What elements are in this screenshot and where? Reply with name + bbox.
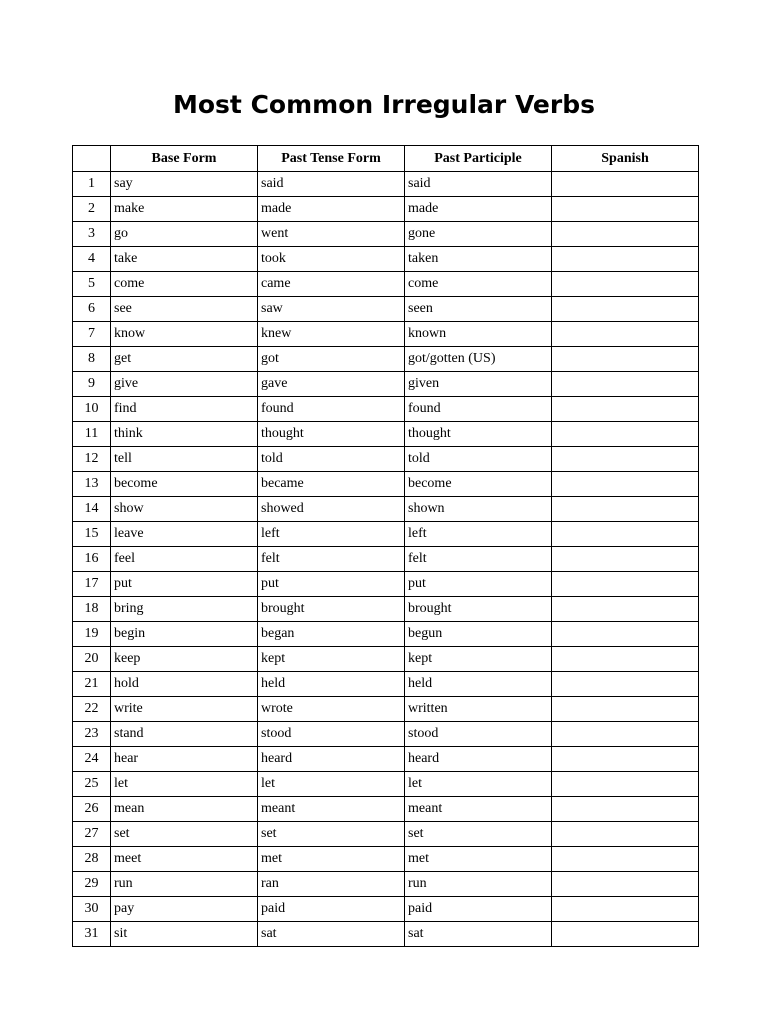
- base-form-cell: bring: [111, 597, 258, 622]
- past-tense-cell: began: [258, 622, 405, 647]
- past-tense-cell: thought: [258, 422, 405, 447]
- past-participle-cell: meant: [405, 797, 552, 822]
- past-participle-cell: met: [405, 847, 552, 872]
- past-tense-cell: took: [258, 247, 405, 272]
- base-form-cell: give: [111, 372, 258, 397]
- spanish-cell[interactable]: [552, 672, 699, 697]
- table-row: [73, 472, 699, 497]
- table-body: [73, 172, 699, 947]
- row-number: 7: [73, 322, 111, 347]
- past-participle-cell: shown: [405, 497, 552, 522]
- row-number: 22: [73, 697, 111, 722]
- row-number: 29: [73, 872, 111, 897]
- past-tense-cell: told: [258, 447, 405, 472]
- base-form-cell: set: [111, 822, 258, 847]
- header-past-participle: Past Participle: [405, 146, 552, 172]
- row-number: 30: [73, 897, 111, 922]
- base-form-cell: leave: [111, 522, 258, 547]
- past-participle-cell: known: [405, 322, 552, 347]
- base-form-cell: meet: [111, 847, 258, 872]
- table-row: [73, 447, 699, 472]
- row-number: 31: [73, 922, 111, 947]
- spanish-cell[interactable]: [552, 772, 699, 797]
- past-tense-cell: ran: [258, 872, 405, 897]
- base-form-cell: let: [111, 772, 258, 797]
- past-tense-cell: meant: [258, 797, 405, 822]
- spanish-cell[interactable]: [552, 897, 699, 922]
- row-number: 6: [73, 297, 111, 322]
- base-form-cell: find: [111, 397, 258, 422]
- past-tense-cell: sat: [258, 922, 405, 947]
- spanish-cell[interactable]: [552, 172, 699, 197]
- row-number: 21: [73, 672, 111, 697]
- past-participle-cell: brought: [405, 597, 552, 622]
- past-participle-cell: begun: [405, 622, 552, 647]
- base-form-cell: come: [111, 272, 258, 297]
- past-participle-cell: heard: [405, 747, 552, 772]
- row-number: 9: [73, 372, 111, 397]
- past-tense-cell: found: [258, 397, 405, 422]
- spanish-cell[interactable]: [552, 372, 699, 397]
- base-form-cell: pay: [111, 897, 258, 922]
- header-past-tense: Past Tense Form: [258, 146, 405, 172]
- table-row: [73, 572, 699, 597]
- past-tense-cell: left: [258, 522, 405, 547]
- row-number: 23: [73, 722, 111, 747]
- spanish-cell[interactable]: [552, 197, 699, 222]
- past-participle-cell: set: [405, 822, 552, 847]
- past-tense-cell: let: [258, 772, 405, 797]
- spanish-cell[interactable]: [552, 922, 699, 947]
- past-tense-cell: saw: [258, 297, 405, 322]
- table-row: [73, 222, 699, 247]
- row-number: 5: [73, 272, 111, 297]
- row-number: 8: [73, 347, 111, 372]
- base-form-cell: run: [111, 872, 258, 897]
- spanish-cell[interactable]: [552, 647, 699, 672]
- spanish-cell[interactable]: [552, 347, 699, 372]
- table-row: [73, 772, 699, 797]
- past-participle-cell: held: [405, 672, 552, 697]
- past-tense-cell: met: [258, 847, 405, 872]
- past-tense-cell: put: [258, 572, 405, 597]
- past-tense-cell: paid: [258, 897, 405, 922]
- spanish-cell[interactable]: [552, 697, 699, 722]
- spanish-cell[interactable]: [552, 872, 699, 897]
- past-tense-cell: became: [258, 472, 405, 497]
- past-participle-cell: got/gotten (US): [405, 347, 552, 372]
- row-number: 14: [73, 497, 111, 522]
- base-form-cell: tell: [111, 447, 258, 472]
- past-tense-cell: said: [258, 172, 405, 197]
- table-row: [73, 897, 699, 922]
- row-number: 25: [73, 772, 111, 797]
- spanish-cell[interactable]: [552, 722, 699, 747]
- base-form-cell: know: [111, 322, 258, 347]
- spanish-cell[interactable]: [552, 397, 699, 422]
- verbs-table: [72, 145, 699, 947]
- past-tense-cell: stood: [258, 722, 405, 747]
- past-tense-cell: kept: [258, 647, 405, 672]
- past-participle-cell: given: [405, 372, 552, 397]
- table-row: [73, 722, 699, 747]
- header-spanish: Spanish: [552, 146, 699, 172]
- row-number: 13: [73, 472, 111, 497]
- table-row: [73, 172, 699, 197]
- past-participle-cell: run: [405, 872, 552, 897]
- past-participle-cell: kept: [405, 647, 552, 672]
- spanish-cell[interactable]: [552, 247, 699, 272]
- spanish-cell[interactable]: [552, 472, 699, 497]
- row-number: 19: [73, 622, 111, 647]
- spanish-cell[interactable]: [552, 747, 699, 772]
- row-number: 1: [73, 172, 111, 197]
- past-participle-cell: felt: [405, 547, 552, 572]
- table-header-row: [73, 146, 699, 172]
- table-row: [73, 697, 699, 722]
- table-row: [73, 547, 699, 572]
- base-form-cell: mean: [111, 797, 258, 822]
- spanish-cell[interactable]: [552, 847, 699, 872]
- past-tense-cell: gave: [258, 372, 405, 397]
- base-form-cell: get: [111, 347, 258, 372]
- past-participle-cell: put: [405, 572, 552, 597]
- past-tense-cell: showed: [258, 497, 405, 522]
- row-number: 26: [73, 797, 111, 822]
- row-number: 12: [73, 447, 111, 472]
- past-participle-cell: thought: [405, 422, 552, 447]
- past-tense-cell: came: [258, 272, 405, 297]
- row-number: 16: [73, 547, 111, 572]
- past-tense-cell: got: [258, 347, 405, 372]
- table-row: [73, 822, 699, 847]
- spanish-cell[interactable]: [552, 597, 699, 622]
- base-form-cell: think: [111, 422, 258, 447]
- past-participle-cell: left: [405, 522, 552, 547]
- spanish-cell[interactable]: [552, 547, 699, 572]
- past-participle-cell: gone: [405, 222, 552, 247]
- spanish-cell[interactable]: [552, 297, 699, 322]
- table-row: [73, 272, 699, 297]
- base-form-cell: hear: [111, 747, 258, 772]
- row-number: 4: [73, 247, 111, 272]
- spanish-cell[interactable]: [552, 322, 699, 347]
- table-row: [73, 297, 699, 322]
- table-row: [73, 422, 699, 447]
- past-tense-cell: wrote: [258, 697, 405, 722]
- past-tense-cell: felt: [258, 547, 405, 572]
- past-participle-cell: sat: [405, 922, 552, 947]
- table-row: [73, 797, 699, 822]
- past-participle-cell: found: [405, 397, 552, 422]
- row-number: 3: [73, 222, 111, 247]
- row-number: 27: [73, 822, 111, 847]
- past-participle-cell: let: [405, 772, 552, 797]
- spanish-cell[interactable]: [552, 422, 699, 447]
- row-number: 2: [73, 197, 111, 222]
- past-participle-cell: made: [405, 197, 552, 222]
- header-number: [73, 146, 111, 172]
- base-form-cell: put: [111, 572, 258, 597]
- row-number: 18: [73, 597, 111, 622]
- row-number: 20: [73, 647, 111, 672]
- base-form-cell: stand: [111, 722, 258, 747]
- base-form-cell: take: [111, 247, 258, 272]
- table-row: [73, 747, 699, 772]
- row-number: 28: [73, 847, 111, 872]
- past-tense-cell: held: [258, 672, 405, 697]
- table-row: [73, 197, 699, 222]
- base-form-cell: feel: [111, 547, 258, 572]
- base-form-cell: begin: [111, 622, 258, 647]
- table-row: [73, 372, 699, 397]
- base-form-cell: hold: [111, 672, 258, 697]
- spanish-cell[interactable]: [552, 797, 699, 822]
- past-participle-cell: come: [405, 272, 552, 297]
- past-tense-cell: went: [258, 222, 405, 247]
- base-form-cell: write: [111, 697, 258, 722]
- table-row: [73, 847, 699, 872]
- row-number: 10: [73, 397, 111, 422]
- past-participle-cell: stood: [405, 722, 552, 747]
- base-form-cell: sit: [111, 922, 258, 947]
- past-tense-cell: knew: [258, 322, 405, 347]
- table-row: [73, 322, 699, 347]
- past-participle-cell: become: [405, 472, 552, 497]
- table-row: [73, 347, 699, 372]
- base-form-cell: see: [111, 297, 258, 322]
- table-row: [73, 622, 699, 647]
- past-tense-cell: heard: [258, 747, 405, 772]
- spanish-cell[interactable]: [552, 447, 699, 472]
- base-form-cell: show: [111, 497, 258, 522]
- row-number: 15: [73, 522, 111, 547]
- table-row: [73, 247, 699, 272]
- base-form-cell: go: [111, 222, 258, 247]
- table-row: [73, 672, 699, 697]
- past-tense-cell: set: [258, 822, 405, 847]
- table-row: [73, 922, 699, 947]
- past-participle-cell: seen: [405, 297, 552, 322]
- past-tense-cell: made: [258, 197, 405, 222]
- base-form-cell: make: [111, 197, 258, 222]
- spanish-cell[interactable]: [552, 622, 699, 647]
- spanish-cell[interactable]: [552, 522, 699, 547]
- spanish-cell[interactable]: [552, 572, 699, 597]
- table-row: [73, 397, 699, 422]
- page-title: Most Common Irregular Verbs: [172, 90, 595, 119]
- base-form-cell: keep: [111, 647, 258, 672]
- past-tense-cell: brought: [258, 597, 405, 622]
- past-participle-cell: said: [405, 172, 552, 197]
- row-number: 24: [73, 747, 111, 772]
- base-form-cell: say: [111, 172, 258, 197]
- table-row: [73, 872, 699, 897]
- spanish-cell[interactable]: [552, 222, 699, 247]
- row-number: 11: [73, 422, 111, 447]
- base-form-cell: become: [111, 472, 258, 497]
- past-participle-cell: told: [405, 447, 552, 472]
- row-number: 17: [73, 572, 111, 597]
- table-row: [73, 522, 699, 547]
- spanish-cell[interactable]: [552, 497, 699, 522]
- table-row: [73, 497, 699, 522]
- past-participle-cell: paid: [405, 897, 552, 922]
- past-participle-cell: taken: [405, 247, 552, 272]
- table-row: [73, 647, 699, 672]
- header-base-form: Base Form: [111, 146, 258, 172]
- spanish-cell[interactable]: [552, 272, 699, 297]
- table-row: [73, 597, 699, 622]
- spanish-cell[interactable]: [552, 822, 699, 847]
- past-participle-cell: written: [405, 697, 552, 722]
